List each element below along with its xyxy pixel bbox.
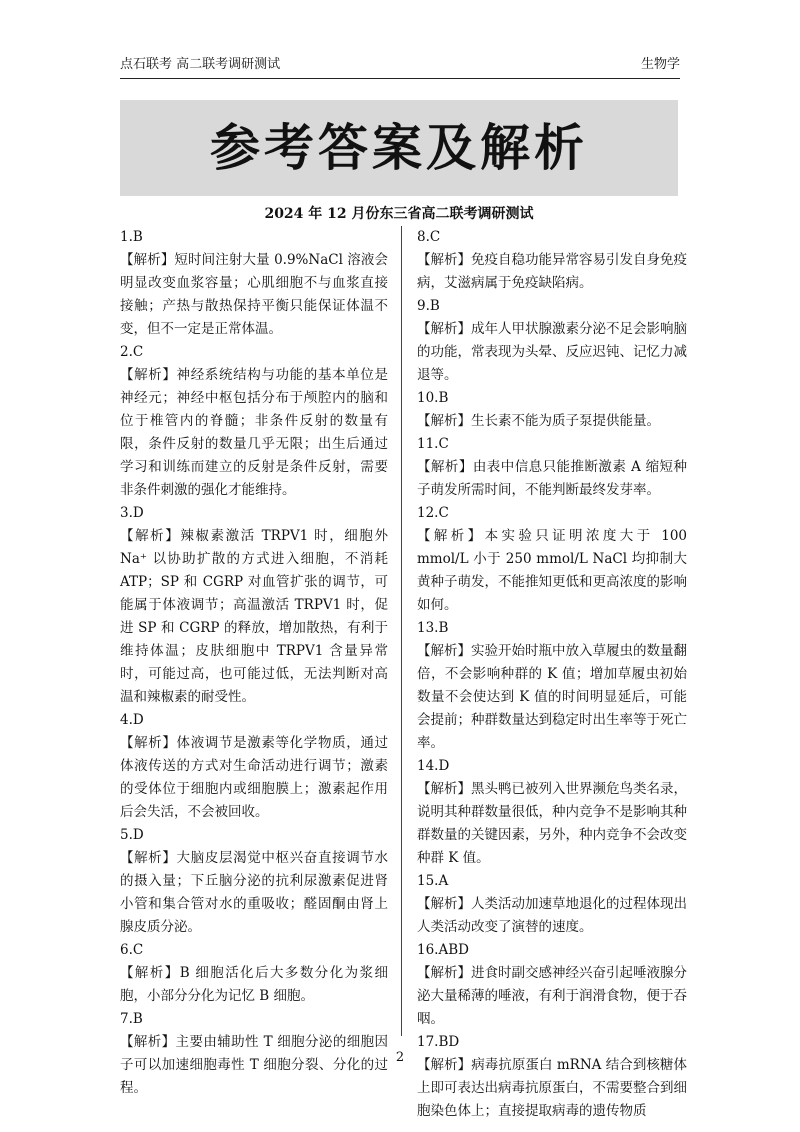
column-divider <box>401 226 402 1036</box>
answer-explanation: 【解析】病毒抗原蛋白 mRNA 结合到核糖体上即可表达出病毒抗原蛋白，不需要整合到细胞染色体上；直接提取病毒的遗传物质 <box>417 1057 687 1119</box>
answer-explanation: 【解析】辣椒素激活 TRPV1 时，细胞外 Na⁺ 以协助扩散的方式进入细胞，不消耗 ATP；SP 和 CGRP 对血管扩张的调节，可能属于体液调节；高温激活 TRPV1 时，促进 SP 和 CGRP 的释放，增加散热，有利于维持体温；皮肤细胞中 TRPV1 含量异常时，可能过高，也可能过低，无法判断对高温和辣椒素的耐受性。 <box>120 528 388 705</box>
answer-number: 13.B <box>417 620 449 636</box>
answer-number: 5.D <box>120 827 144 843</box>
answer-number: 17.BD <box>417 1034 460 1050</box>
answer-item <box>417 1031 687 1123</box>
answer-explanation: 【解析】免疫自稳功能异常容易引发自身免疫病，艾滋病属于免疫缺陷病。 <box>417 252 687 291</box>
answer-explanation: 【解析】实验开始时瓶中放入草履虫的数量翻倍，不会影响种群的 K 值；增加草履虫初始数量不会使达到 K 值的时间明显延后，可能会提前；种群数量达到稳定时出生率等于死亡率。 <box>417 643 687 751</box>
exam-subtitle: 2024 年 12 月份东三省高二联考调研测试 <box>264 206 534 222</box>
answer-item <box>120 709 388 824</box>
left-column <box>120 226 388 1100</box>
answer-number: 2.C <box>120 344 144 360</box>
answer-explanation: 【解析】神经系统结构与功能的基本单位是神经元；神经中枢包括分布于颅腔内的脑和位于椎管内的脊髓；非条件反射的数量有限，条件反射的数量几乎无限；出生后通过学习和训练而建立的反射是条件反射，需要非条件刺激的强化才能维持。 <box>120 367 388 498</box>
title-banner <box>120 100 678 196</box>
answer-explanation: 【解析】人类活动加速草地退化的过程体现出人类活动改变了演替的速度。 <box>417 896 687 935</box>
page-header <box>120 52 680 79</box>
page-number: 2 <box>395 1050 405 1065</box>
answer-number: 4.D <box>120 712 144 728</box>
answer-explanation: 【解析】进食时副交感神经兴奋引起唾液腺分泌大量稀薄的唾液，有利于润滑食物，便于吞咽。 <box>417 965 687 1027</box>
answer-explanation: 【解析】本实验只证明浓度大于 100 mmol/L 小于 250 mmol/L NaCl 均抑制大黄种子萌发，不能推知更低和更高浓度的影响如何。 <box>417 528 687 613</box>
answer-explanation: 【解析】大脑皮层渴觉中枢兴奋直接调节水的摄入量；下丘脑分泌的抗利尿激素促进肾小管和集合管对水的重吸收；醛固酮由肾上腺皮质分泌。 <box>120 850 388 935</box>
answer-item <box>120 939 388 1008</box>
answer-item <box>417 295 687 387</box>
answer-item <box>120 226 388 341</box>
answer-item <box>120 824 388 939</box>
answer-number: 1.B <box>120 229 143 245</box>
answer-number: 9.B <box>417 298 440 314</box>
answer-number: 6.C <box>120 942 144 958</box>
answer-item <box>417 387 687 433</box>
answer-number: 10.B <box>417 390 449 406</box>
answer-item <box>417 433 687 502</box>
answer-item <box>417 617 687 755</box>
answer-item <box>417 870 687 939</box>
answer-number: 15.A <box>417 873 449 889</box>
answer-explanation: 【解析】主要由辅助性 T 细胞分泌的细胞因子可以加速细胞毒性 T 细胞分裂、分化的过程。 <box>120 1034 388 1096</box>
answer-number: 8.C <box>417 229 441 245</box>
header-left-text: 点石联考 高二联考调研测试 <box>120 57 281 72</box>
answer-explanation: 【解析】成年人甲状腺激素分泌不足会影响脑的功能，常表现为头晕、反应迟钝、记忆力减退等。 <box>417 321 687 383</box>
answer-number: 7.B <box>120 1011 143 1027</box>
answer-item <box>417 502 687 617</box>
answer-explanation: 【解析】短时间注射大量 0.9%NaCl 溶液会明显改变血浆容量；心肌细胞不与血浆直接接触；产热与散热保持平衡只能保证体温不变，但不一定是正常体温。 <box>120 252 388 337</box>
answer-explanation: 【解析】黑头鸭已被列入世界濒危鸟类名录，说明其种群数量很低，种内竞争不是影响其种群数量的关键因素，另外，种内竞争不会改变种群 K 值。 <box>417 781 687 866</box>
answer-number: 11.C <box>417 436 449 452</box>
right-column <box>417 226 687 1123</box>
answer-item <box>120 341 388 502</box>
answer-item <box>417 939 687 1031</box>
answer-explanation: 【解析】由表中信息只能推断激素 A 缩短种子萌发所需时间，不能判断最终发芽率。 <box>417 459 687 498</box>
answer-explanation: 【解析】体液调节是激素等化学物质，通过体液传送的方式对生命活动进行调节；激素的受体位于细胞内或细胞膜上；激素起作用后会失活，不会被回收。 <box>120 735 388 820</box>
banner-title: 参考答案及解析 <box>210 118 588 177</box>
answer-number: 12.C <box>417 505 449 521</box>
answer-number: 16.ABD <box>417 942 469 958</box>
answer-number: 14.D <box>417 758 450 774</box>
answer-item <box>417 755 687 870</box>
header-subject: 生物学 <box>640 57 680 72</box>
answer-number: 3.D <box>120 505 144 521</box>
answer-explanation: 【解析】生长素不能为质子泵提供能量。 <box>417 413 660 429</box>
answer-item <box>417 226 687 295</box>
answer-item <box>120 502 388 709</box>
answer-explanation: 【解析】B 细胞活化后大多数分化为浆细胞，小部分分化为记忆 B 细胞。 <box>120 965 388 1004</box>
